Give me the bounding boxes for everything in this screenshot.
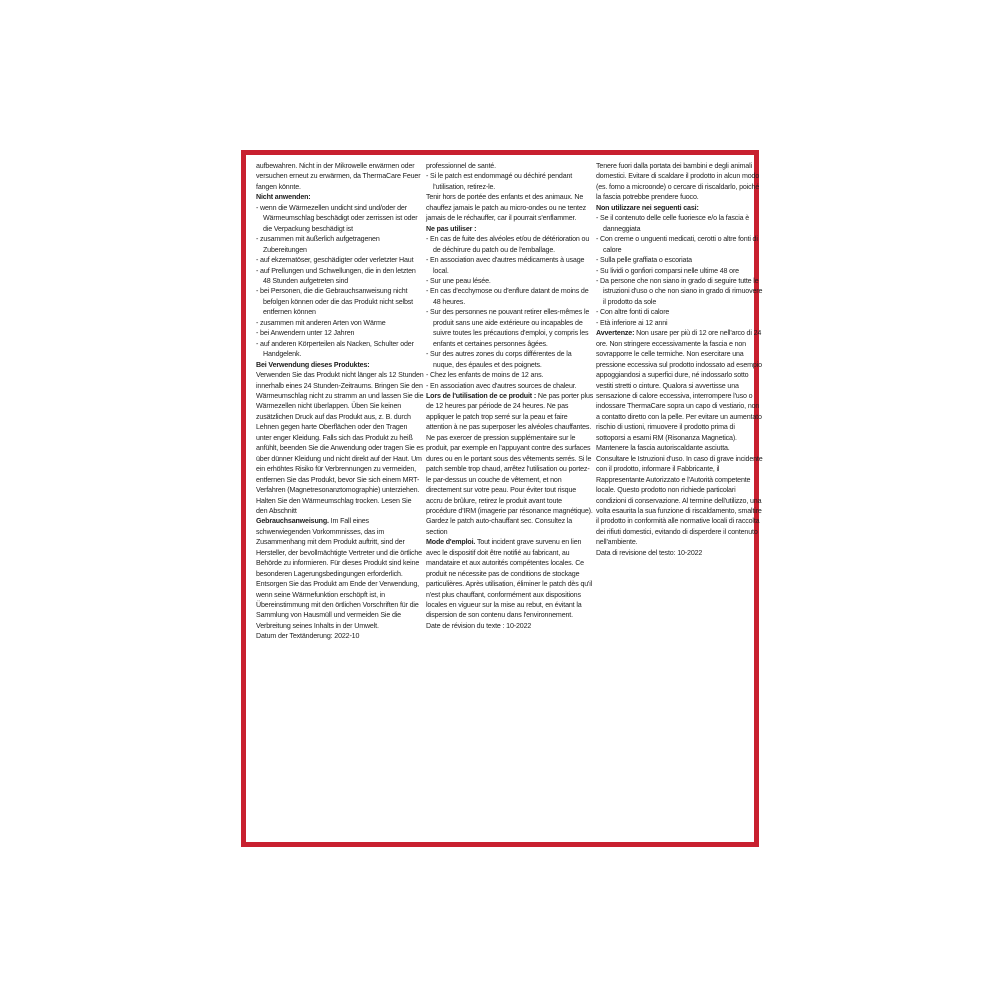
list-item: - Su lividi o gonfiori comparsi nelle ultime 48 ore xyxy=(596,266,739,275)
list-item: - Con creme o unguenti medicati, cerotti o altre fonti di calore xyxy=(596,235,758,254)
list-item: - wenn die Wärmezellen undicht sind und/oder der Wärmeumschlag beschädigt oder zerrissen ist oder die Verpackung beschädigt ist xyxy=(256,203,418,233)
column-italian xyxy=(596,161,764,558)
paragraph xyxy=(426,537,594,621)
leaflet-panel xyxy=(241,150,763,847)
list-item: - Età inferiore ai 12 anni xyxy=(596,318,668,327)
list-item: - zusammen mit äußerlich aufgetragenen Zubereitungen xyxy=(256,235,380,254)
paragraph: Tenir hors de portée des enfants et des animaux. Ne chauffez jamais le patch au micro-ondes ou ne tentez jamais de le réchauffer, car il pourrait s'enflammer. xyxy=(426,193,587,223)
list-item: - Sur des personnes ne pouvant retirer elles-mêmes le produit sans une aide extérieure ou incapables de suivre toutes les précautions d'emploi, y compris les enfants et certaines personnes âgées. xyxy=(426,308,590,348)
paragraph: aufbewahren. Nicht in der Mikrowelle erwärmen oder versuchen erneut zu erwärmen, da ThermaCare Feuer fangen könnte. xyxy=(256,162,421,191)
paragraph-text: Tout incident grave survenu en lien avec le dispositif doit être notifié au fabricant, au mandataire et aux autorités compétentes locales. Ce produit ne nécessite pas de conditions de stockage particulières. Après utilisation, éliminer le patch dès qu'il n'est plus chauffant, conformément aux dispositions locales en vigueur sur la mise au rebut, en évitant la dispersion de son contenu dans l'environnement. xyxy=(426,538,593,620)
list-item: - Sur des autres zones du corps différentes de la nuque, des épaules et des poignets. xyxy=(426,350,572,369)
list-item: - En association avec d'autres sources de chaleur. xyxy=(426,381,577,390)
column-german xyxy=(256,161,424,642)
paragraph xyxy=(596,328,764,548)
revision-date: Datum der Textänderung: 2022-10 xyxy=(256,632,360,641)
list-item: - Si le patch est endommagé ou déchiré pendant l'utilisation, retirez-le. xyxy=(426,172,573,191)
paragraph: Verwenden Sie das Produkt nicht länger als 12 Stunden innerhalb eines 24 Stunden-Zeitraums. Bringen Sie den Wärmeumschlag nicht zu stramm an und lassen Sie die Wärmezellen nicht überlappen. Üben Sie keinen zusätzlichen Druck auf das Produkt aus, z. B. durch Lehnen gegen harte Oberflächen oder den Tragen unter enger Kleidung. Falls sich das Produkt zu heiß anfühlt, beenden Sie die Anwendung oder tragen Sie es über dünner Kleidung und nicht direkt auf der Haut. Um ein erhöhtes Risiko für Verbrennungen zu vermeiden, entfernen Sie das Produkt, bevor Sie sich einem MRT-Verfahren (Magnetresonanztomographie) unterziehen. Halten Sie den Wärmeumschlag trocken. Lesen Sie den Abschnitt xyxy=(256,371,424,515)
section-heading: Non utilizzare nei seguenti casi: xyxy=(596,203,699,212)
paragraph xyxy=(256,516,424,631)
paragraph-text: Non usare per più di 12 ore nell'arco di 24 ore. Non stringere eccessivamente la fascia e non sovrapporre le celle termiche. Non esercitare una pressione eccessiva sul prodotto indossato ad esempio appoggiandosi a superfici dure, né indossarlo sotto vestiti stretti o cinture. Qualora si avvertisse una sensazione di calore eccessiva, interrompere l'uso o indossare ThermaCare sopra un capo di vestiario, non a contatto diretto con la pelle. Per evitare un aumentato rischio di ustioni, rimuovere il prodotto prima di sottoporsi a esami RM (Risonanza Magnetica). Mantenere la fascia autoriscaldante asciutta. Consultare le Istruzioni d'uso. In caso di grave incidente con il prodotto, informare il Fabbricante, il Rappresentante Autorizzato e l'Autorità competente locale. Questo prodotto non richiede particolari condizioni di conservazione. Al termine dell'utilizzo, una volta esaurita la sua funzione di riscaldamento, smaltire il prodotto in conformità alle normative locali di raccolta dei rifiuti domestici, evitando di disperdere il contenuto nell'ambiente. xyxy=(596,329,763,547)
paragraph-text: Ne pas porter plus de 12 heures par période de 24 heures. Ne pas appliquer le patch trop serré sur la peau et faire attention à ne pas superposer les alvéoles chauffantes. Ne pas exercer de pression supplémentaire sur le produit, par exemple en l'appuyant contre des surfaces dures ou en le portant sous des vêtements serrés. Si le patch semble trop chaud, arrêtez l'utilisation ou portez-le par-dessus un couche de vêtement, et non directement sur votre peau. Pour éviter tout risque accru de brûlure, retirez le produit avant toute procédure d'IRM (imagerie par résonance magnétique). Gardez le patch auto-chauffant sec. Consultez la section xyxy=(426,391,594,536)
list-item: - bei Personen, die die Gebrauchsanweisung nicht befolgen können oder die das Produkt nicht selbst entfernen können xyxy=(256,287,414,317)
list-item: - En association avec d'autres médicaments à usage local. xyxy=(426,256,585,275)
paragraph: professionnel de santé. xyxy=(426,162,496,170)
list-item: - zusammen mit anderen Arten von Wärme xyxy=(256,318,386,327)
column-french xyxy=(426,161,594,631)
inline-heading: Gebrauchsanweisung. xyxy=(256,517,329,526)
revision-date: Date de révision du texte : 10-2022 xyxy=(426,621,532,630)
list-item: - auf anderen Körperteilen als Nacken, Schulter oder Handgelenk. xyxy=(256,339,414,359)
section-heading: Nicht anwenden: xyxy=(256,193,311,202)
list-item: - bei Anwendern unter 12 Jahren xyxy=(256,329,355,338)
list-item: - auf ekzematöser, geschädigter oder verletzter Haut xyxy=(256,256,414,265)
list-item: - Chez les enfants de moins de 12 ans. xyxy=(426,371,544,380)
list-item: - Sur une peau lésée. xyxy=(426,276,491,285)
list-item: - Se il contenuto delle celle fuoriesce e/o la fascia è danneggiata xyxy=(596,214,750,233)
paragraph-text: Im Fall eines schwerwiegenden Vorkommnisses, das im Zusammenhang mit dem Produkt auftritt, sind der Hersteller, der bevollmächtigte Vertreter und die örtliche Behörde zu informieren. Für dieses Produkt sind keine besonderen Lagerungsbedingungen erforderlich. Entsorgen Sie das Produkt am Ende der Verwendung, wenn seine Wärmefunktion erschöpft ist, in Übereinstimmung mit den örtlichen Vorschriften für die Sammlung von Hausmüll und vermeiden Sie die Verbreitung seines Inhalts in der Umwelt. xyxy=(256,517,422,630)
list-item: - auf Prellungen und Schwellungen, die in den letzten 48 Stunden aufgetreten sind xyxy=(256,266,416,285)
inline-heading: Lors de l'utilisation de ce produit : xyxy=(426,391,537,400)
inline-heading: Avvertenze: xyxy=(596,329,635,338)
list-item: - Con altre fonti di calore xyxy=(596,308,670,317)
list-item: - En cas de fuite des alvéoles et/ou de détérioration ou de déchirure du patch ou de l'emballage. xyxy=(426,235,590,254)
section-heading: Ne pas utiliser : xyxy=(426,224,477,233)
paragraph: Tenere fuori dalla portata dei bambini e degli animali domestici. Evitare di scaldare il prodotto in alcun modo (es. forno a microonde) o cercare di riscaldarlo, poiché la fascia potrebbe prendere fuoco. xyxy=(596,162,760,202)
list-item: - En cas d'ecchymose ou d'enflure datant de moins de 48 heures. xyxy=(426,287,589,306)
revision-date: Data di revisione del testo: 10-2022 xyxy=(596,548,703,557)
paragraph xyxy=(426,391,594,537)
list-item: - Da persone che non siano in grado di seguire tutte le istruzioni d'uso o che non siano in grado di rimuovere il prodotto da sole xyxy=(596,276,763,306)
section-heading: Bei Verwendung dieses Produktes: xyxy=(256,360,370,369)
inline-heading: Mode d'emploi. xyxy=(426,538,476,547)
list-item: - Sulla pelle graffiata o escoriata xyxy=(596,256,692,265)
